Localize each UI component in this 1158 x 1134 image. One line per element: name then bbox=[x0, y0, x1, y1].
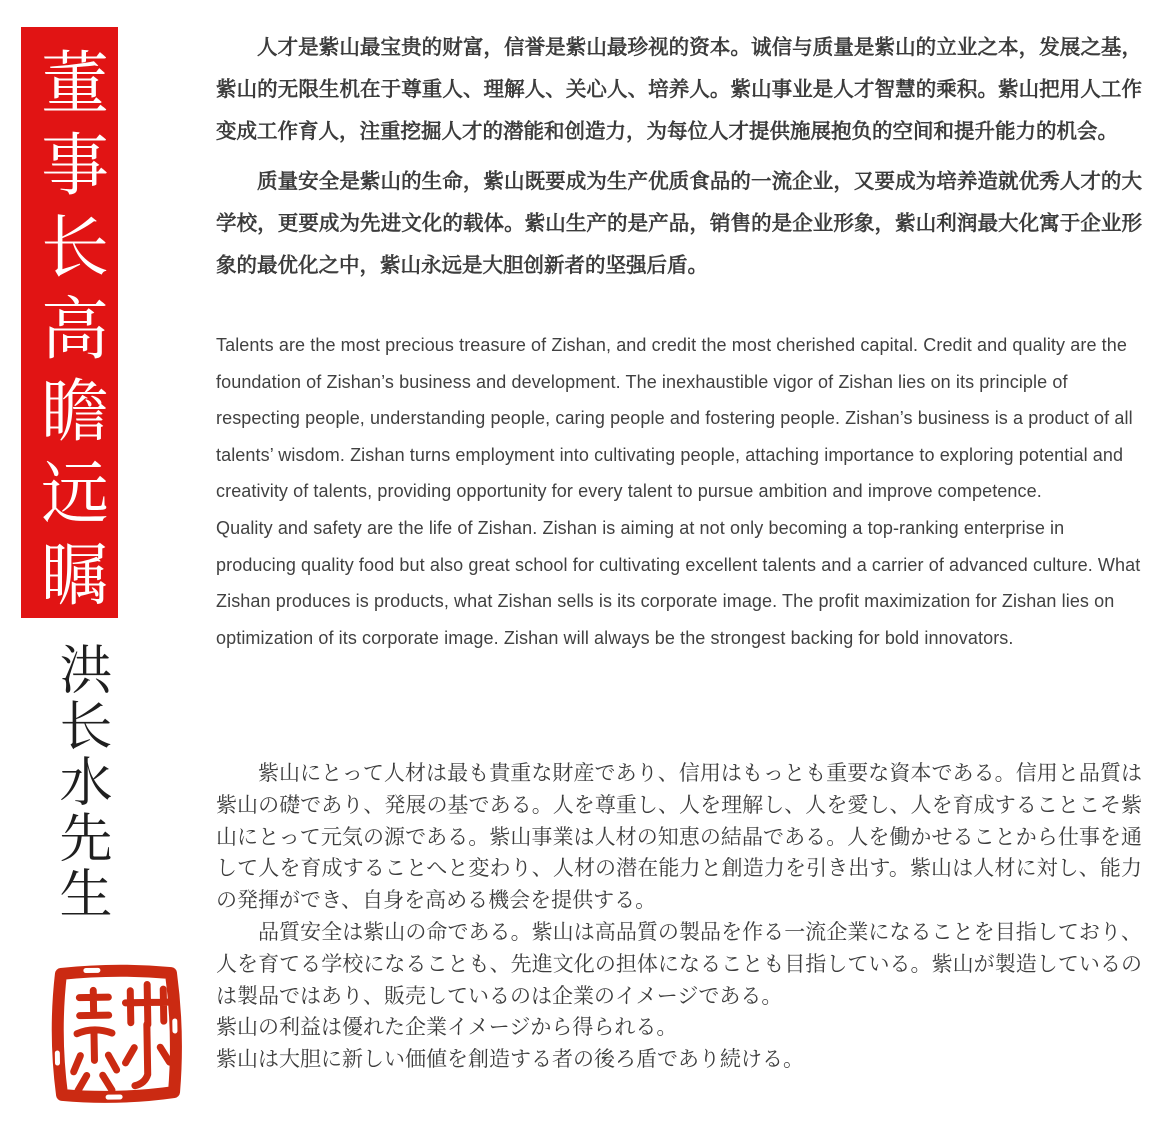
japanese-paragraph-2: 品質安全は紫山の命である。紫山は高品質の製品を作る一流企業になることを目指しており、人を育てる学校になることも、先進文化の担体になることも目指している。紫山が製造しているのは製品ではあり、販売しているのは企業のイメージである。 bbox=[216, 920, 1142, 1008]
seal-stamp-icon bbox=[46, 961, 187, 1106]
english-section bbox=[216, 327, 1142, 656]
japanese-paragraph-3: 紫山の利益は優れた企業イメージから得られる。 bbox=[216, 1016, 678, 1040]
japanese-paragraph-4: 紫山は大胆に新しい価値を創造する者の後ろ盾であり続ける。 bbox=[216, 1048, 804, 1072]
chinese-paragraph-1: 人才是紫山最宝贵的财富，信誉是紫山最珍视的资本。诚信与质量是紫山的立业之本，发展之基，紫山的无限生机在于尊重人、理解人、关心人、培养人。紫山事业是人才智慧的乘积。紫山把用人工作变成工作育人，注重挖掘人才的潜能和创造力，为每位人才提供施展抱负的空间和提升能力的机会。 bbox=[216, 36, 1142, 143]
japanese-paragraph-1: 紫山にとって人材は最も貴重な財産であり、信用はもっとも重要な資本である。信用と品質は紫山の礎であり、発展の基である。人を尊重し、人を理解し、人を愛し、人を育成することこそ紫山にとって元気の源である。紫山事業は人材の知恵の結晶である。人を働かせることから仕事を通して人を育成することへと変わり、人材の潜在能力と創造力を引き出す。紫山は人材に対し、能力の発揮ができ、自身を高める機会を提供する。 bbox=[216, 762, 1142, 913]
chinese-section bbox=[216, 27, 1142, 287]
english-paragraph-1: Talents are the most precious treasure of Zishan, and credit the most cherished capital. Credit and quality are the foundation of Zishan’s business and development. The inexhaustible vigor of Zishan lies on its principle of respecting people, understanding people, caring people and fostering people. Zishan’s business is a product of all talents’ wisdom. Zishan turns employment into cultivating people, attaching importance to exploring potential and creativity of talents, providing opportunity for every talent to pursue ambition and improve competence. bbox=[216, 335, 1133, 502]
banner-title: 董事长高瞻远瞩 bbox=[31, 47, 108, 621]
chairman-name: 洪长水先生 bbox=[52, 642, 111, 922]
chinese-paragraph-2: 质量安全是紫山的生命，紫山既要成为生产优质食品的一流企业，又要成为培养造就优秀人才的大学校，更要成为先进文化的载体。紫山生产的是产品，销售的是企业形象，紫山利润最大化寓于企业形象的最优化之中，紫山永远是大胆创新者的坚强后盾。 bbox=[216, 170, 1142, 277]
english-paragraph-2: Quality and safety are the life of Zishan. Zishan is aiming at not only becoming a top-ranking enterprise in producing quality food but also great school for cultivating excellent talents and a carrier of advanced culture. What Zishan produces is products, what Zishan sells is its corporate image. The profit maximization for Zishan lies on optimization of its corporate image. Zishan will always be the strongest backing for bold innovators. bbox=[216, 517, 1141, 648]
chairman-banner bbox=[21, 27, 118, 621]
japanese-section bbox=[216, 758, 1142, 1076]
message-content bbox=[216, 0, 1142, 1134]
